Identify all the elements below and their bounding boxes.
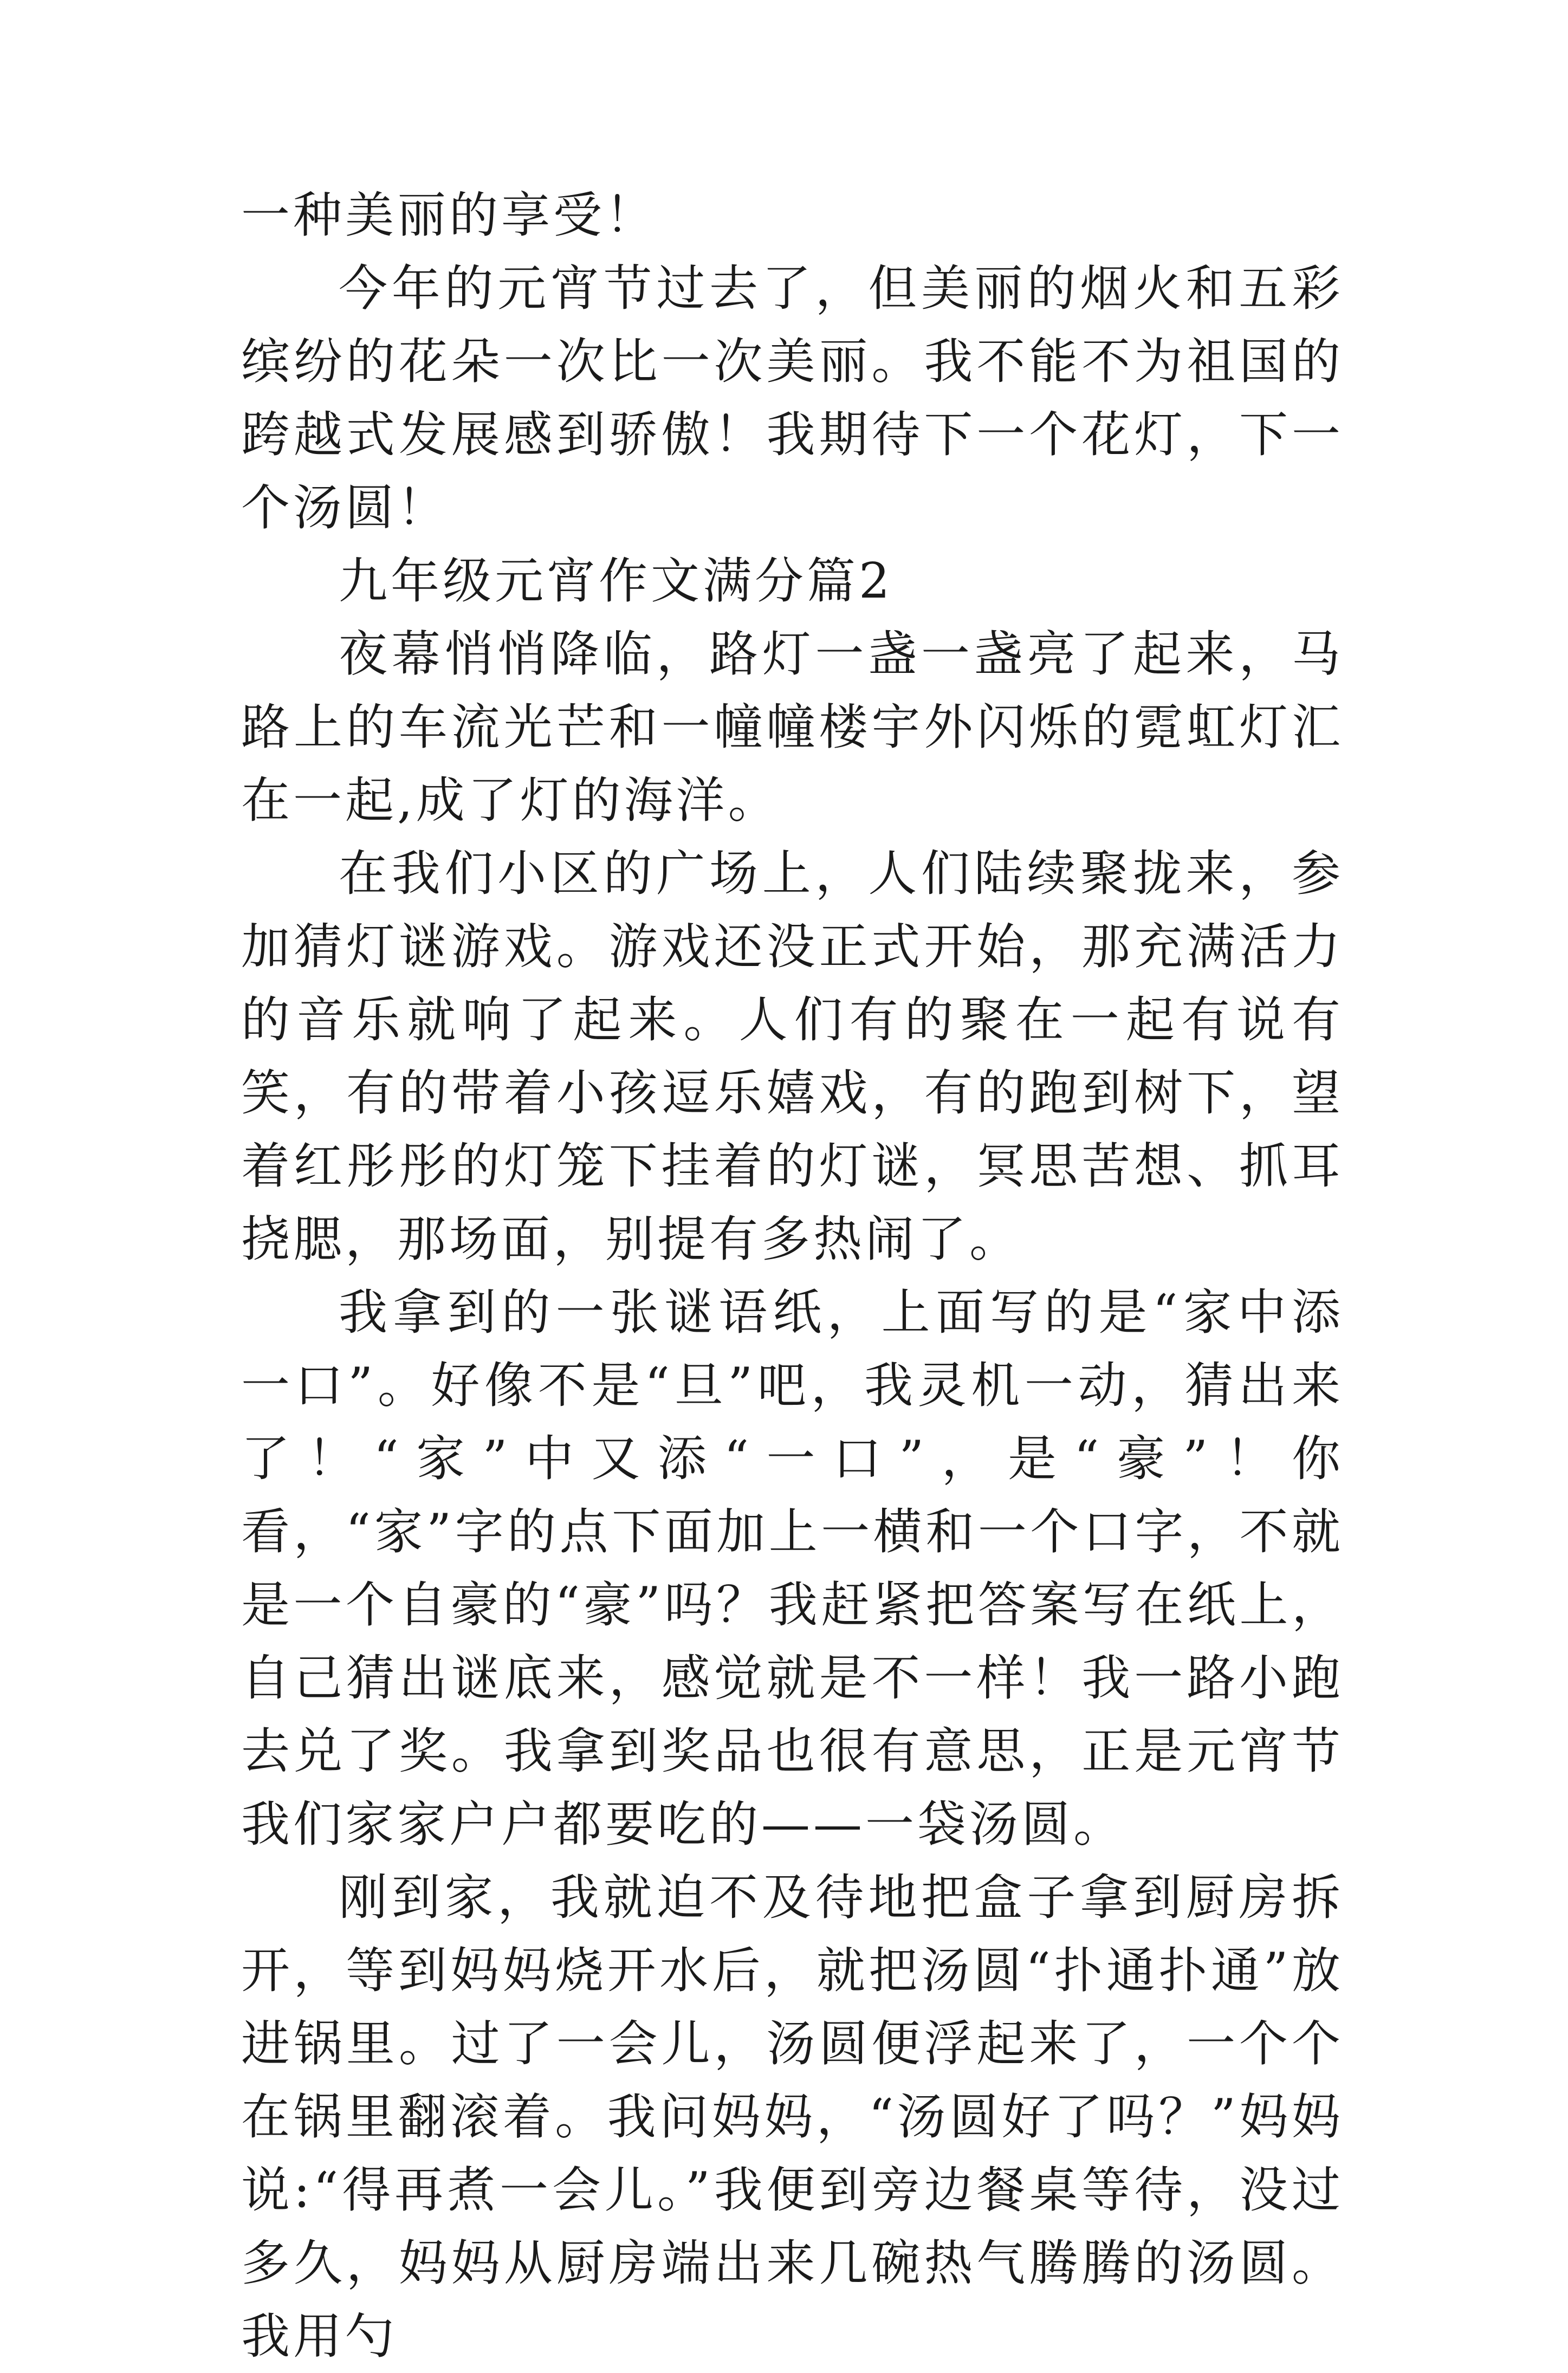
paragraph-5: 我拿到的一张谜语纸，上面写的是“家中添一口”。好像不是“旦”吧，我灵机一动，猜出来了！“家”中又添“一口”，是“豪”！你看，“家”字的点下面加上一横和一个口字，不就是一个自豪的“豪”吗？我赶紧把答案写在纸上，自己猜出谜底来，感觉就是不一样！我一路小跑去兑了奖。我拿到奖品也很有意思，正是元宵节我们家家户户都要吃的——一袋汤圆。 [241,1284,1344,1853]
paragraph-3: 夜幕悄悄降临，路灯一盏一盏亮了起来，马路上的车流光芒和一幢幢楼宇外闪烁的霓虹灯汇在一起,成了灯的海洋。 [241,626,1344,829]
essay-body [241,179,1344,2373]
section-heading: 九年级元宵作文满分篇2 [339,553,893,610]
paragraph-2: 今年的元宵节过去了，但美丽的烟火和五彩缤纷的花朵一次比一次美丽。我不能不为祖国的跨越式发展感到骄傲！我期待下一个花灯，下一个汤圆！ [241,260,1344,536]
paragraph-6: 刚到家，我就迫不及待地把盒子拿到厨房拆开，等到妈妈烧开水后，就把汤圆“扑通扑通”放进锅里。过了一会儿，汤圆便浮起来了，一个个在锅里翻滚着。我问妈妈，“汤圆好了吗？”妈妈说:“得再煮一会儿。”我便到旁边餐桌等待，没过多久，妈妈从厨房端出来几碗热气腾腾的汤圆。我用勺 [241,1869,1344,2365]
paragraph-1: 一种美丽的享受！ [241,187,657,244]
paragraph-4: 在我们小区的广场上，人们陆续聚拢来，参加猜灯谜游戏。游戏还没正式开始，那充满活力的音乐就响了起来。人们有的聚在一起有说有笑，有的带着小孩逗乐嬉戏，有的跑到树下，望着红彤彤的灯笼下挂着的灯谜，冥思苦想、抓耳挠腮，那场面，别提有多热闹了。 [241,845,1344,1268]
